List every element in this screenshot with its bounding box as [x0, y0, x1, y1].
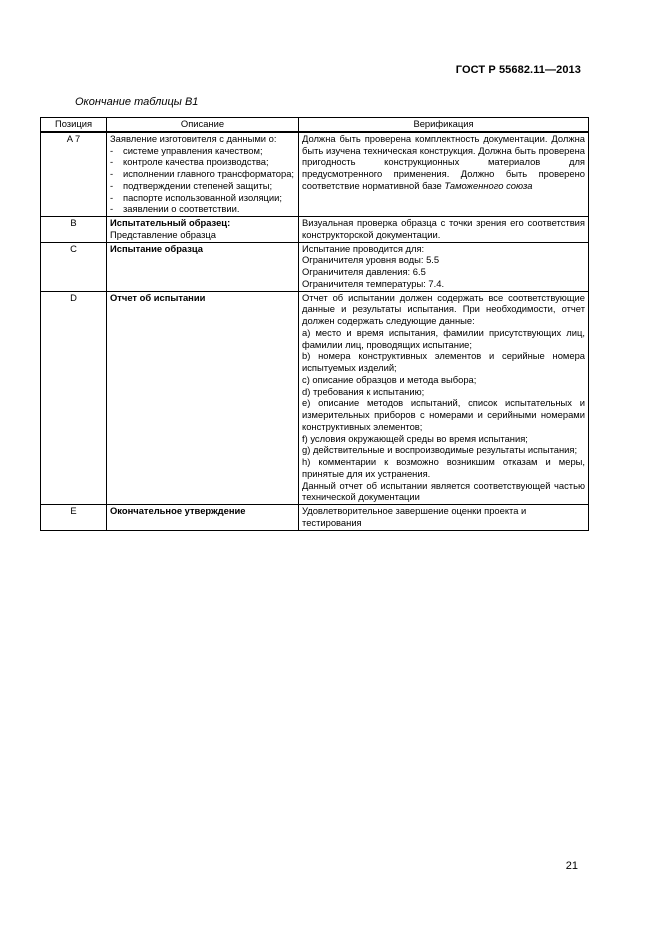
position-cell: E	[41, 505, 107, 531]
table-row	[41, 291, 589, 505]
page-number: 21	[565, 860, 578, 872]
header-position: Позиция	[41, 118, 107, 132]
description-cell: Окончательное утверждение	[107, 505, 299, 531]
list-item: c) описание образцов и метода выбора;	[302, 373, 477, 385]
position-cell: B	[41, 217, 107, 243]
position-cell: C	[41, 242, 107, 291]
list-item: - исполнении главного трансформатора;	[110, 168, 295, 179]
description-intro: Заявление изготовителя с данными о:	[110, 132, 277, 144]
table-row	[41, 217, 589, 243]
verification-cell: Удовлетворительное завершение оценки проекта и тестирования	[299, 505, 589, 531]
header-description: Описание	[107, 118, 299, 132]
description-cell: Отчет об испытании	[107, 291, 299, 505]
list-item: - заявлении о соответствии.	[110, 203, 240, 215]
list-item: b) номера конструктивных элементов и серийные номера испытуемых изделий;	[302, 350, 585, 373]
table-row	[41, 132, 589, 217]
table-row	[41, 505, 589, 531]
list-item: - системе управления качеством;	[110, 144, 263, 156]
list-item: - контроле качества производства;	[110, 156, 269, 168]
table-caption: Окончание таблицы В1	[75, 96, 199, 108]
standard-number: ГОСТ Р 55682.11—2013	[455, 64, 581, 76]
description-cell: Испытание образца	[107, 242, 299, 291]
list-item: e) описание методов испытаний, список испытательных и измерительных приборов с номерами и серийными номерами конструктивных элементов;	[302, 397, 585, 432]
verification-cell: Испытание проводится для: Ограничителя уровня воды: 5.5 Ограничителя давления: 6.5 Ограничителя температуры: 7.4.	[299, 242, 589, 291]
verification-cell: Визуальная проверка образца с точки зрения его соответствия конструкторской документации.	[299, 217, 589, 243]
verification-cell: Отчет об испытании должен содержать все соответствующие данные и результаты испытания. При необходимости, отчет должен содержать следующие данные: a) место и время испытания, фамилии присутствующих лиц, фамилии лиц, проводящих испытание; b) номера конструктивных элементов и серийные номера испытуемых изделий; c) описание образцов и метода выбора; d) требования к испытанию; e) описание методов испытаний, список испытательных и измерительных приборов с номерами и серийными номерами конструктивных элементов; f) условия окружающей среды во время испытания; g) действительные и воспроизводимые результаты испытания; h) комментарии к возможно возникшим отказам и меры, принятые для их устранения. Данный отчет об испытании является соответствующей частью технической документации	[299, 291, 589, 505]
list-item: a) место и время испытания, фамилии присутствующих лиц, фамилии лиц, проводящих испытание;	[302, 326, 585, 350]
verification-table	[40, 117, 589, 531]
list-item: f) условия окружающей среды во время испытания;	[302, 432, 528, 444]
list-item: h) комментарии к возможно возникшим отказам и меры, принятые для их устранения.	[302, 456, 585, 479]
description-cell	[107, 132, 299, 217]
description-cell: Испытательный образец: Представление образца	[107, 217, 299, 243]
position-cell: D	[41, 291, 107, 505]
list-item: - подтверждении степеней защиты;	[110, 179, 273, 191]
customs-union-text: Таможенного союза	[444, 179, 533, 191]
list-item: g) действительные и воспроизводимые результаты испытания;	[302, 444, 578, 456]
list-item: d) требования к испытанию;	[302, 385, 425, 397]
table-row	[41, 242, 589, 291]
list-item: - паспорте использованной изоляции;	[110, 191, 282, 203]
table-header-row	[41, 118, 589, 132]
verification-cell: Должна быть проверена комплектность документации. Должна быть изучена техническая конструкция. Должна быть проверена пригодность конструкционных материалов для предусмотренного применения. Должно быть проверено соответствие нормативной базе Таможенного союза	[299, 132, 589, 217]
position-cell: A 7	[41, 132, 107, 217]
header-verification: Верификация	[299, 118, 589, 132]
